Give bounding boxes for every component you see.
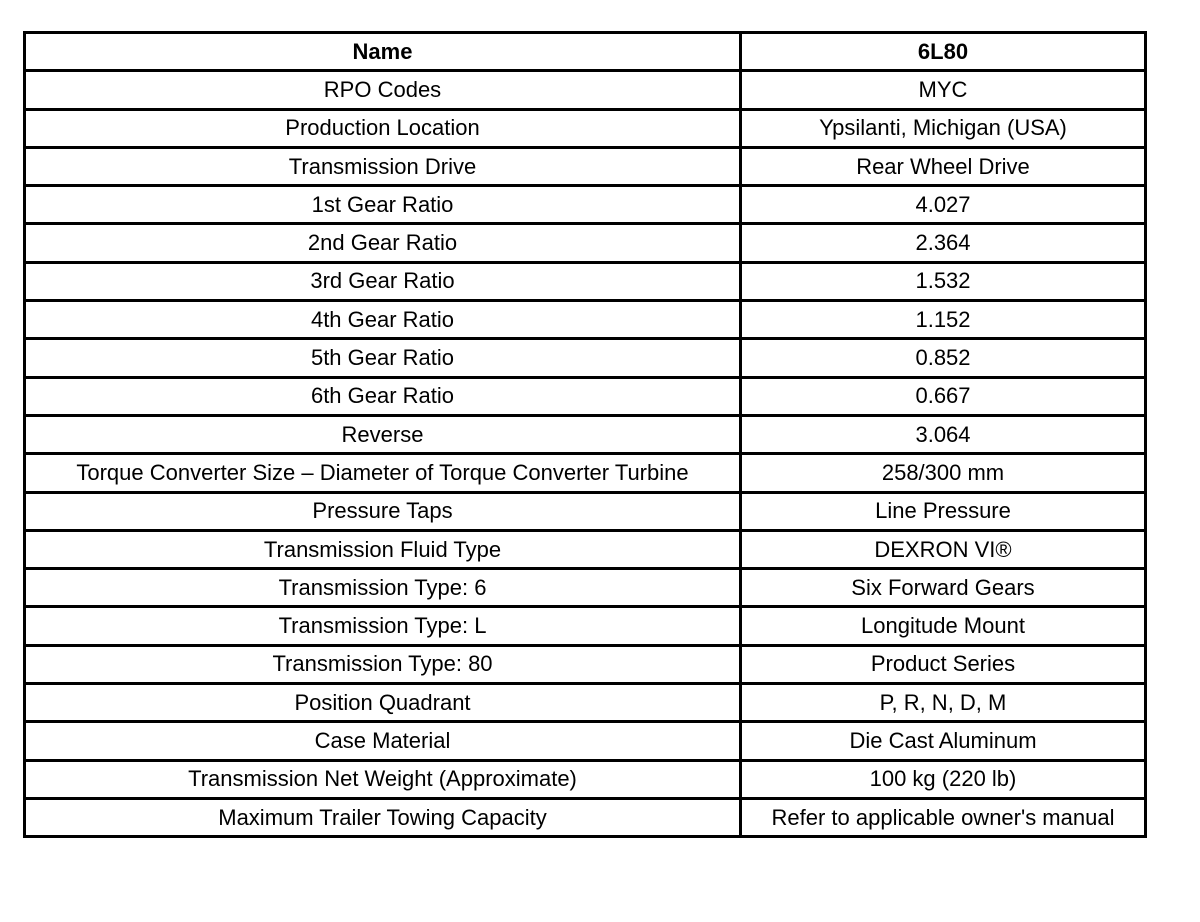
row-label-cell: Position Quadrant bbox=[25, 684, 741, 722]
row-value-cell: Refer to applicable owner's manual bbox=[741, 798, 1146, 836]
row-label-cell: 5th Gear Ratio bbox=[25, 339, 741, 377]
row-value-cell: Rear Wheel Drive bbox=[741, 147, 1146, 185]
row-label-cell: 6th Gear Ratio bbox=[25, 377, 741, 415]
table-row bbox=[25, 186, 1146, 224]
table-row bbox=[25, 224, 1146, 262]
table-row bbox=[25, 722, 1146, 760]
table-row bbox=[25, 377, 1146, 415]
row-label-cell: 2nd Gear Ratio bbox=[25, 224, 741, 262]
row-label-cell: Transmission Type: 6 bbox=[25, 569, 741, 607]
row-value-cell: MYC bbox=[741, 71, 1146, 109]
specification-table bbox=[23, 31, 1147, 838]
row-label-cell: Transmission Net Weight (Approximate) bbox=[25, 760, 741, 798]
row-label-cell: 1st Gear Ratio bbox=[25, 186, 741, 224]
table-row bbox=[25, 301, 1146, 339]
row-value-cell: 258/300 mm bbox=[741, 454, 1146, 492]
table-row bbox=[25, 454, 1146, 492]
row-label-cell: RPO Codes bbox=[25, 71, 741, 109]
table-row bbox=[25, 607, 1146, 645]
row-value-cell: 3.064 bbox=[741, 415, 1146, 453]
table-row bbox=[25, 109, 1146, 147]
row-value-cell: 4.027 bbox=[741, 186, 1146, 224]
table-row bbox=[25, 339, 1146, 377]
row-label-cell: Torque Converter Size – Diameter of Torque Converter Turbine bbox=[25, 454, 741, 492]
row-label-cell: Transmission Type: 80 bbox=[25, 645, 741, 683]
row-value-cell: 0.667 bbox=[741, 377, 1146, 415]
row-value-cell: 2.364 bbox=[741, 224, 1146, 262]
row-value-cell: 1.152 bbox=[741, 301, 1146, 339]
row-value-cell: Product Series bbox=[741, 645, 1146, 683]
row-value-cell: Line Pressure bbox=[741, 492, 1146, 530]
specification-table-body bbox=[25, 33, 1146, 837]
row-label-cell: 3rd Gear Ratio bbox=[25, 262, 741, 300]
table-row bbox=[25, 530, 1146, 568]
row-label-cell: Case Material bbox=[25, 722, 741, 760]
row-label-cell: Maximum Trailer Towing Capacity bbox=[25, 798, 741, 836]
row-label-cell: Production Location bbox=[25, 109, 741, 147]
table-row bbox=[25, 262, 1146, 300]
table-row bbox=[25, 684, 1146, 722]
table-row bbox=[25, 415, 1146, 453]
row-label-cell: Transmission Type: L bbox=[25, 607, 741, 645]
row-value-cell: 1.532 bbox=[741, 262, 1146, 300]
table-row bbox=[25, 798, 1146, 836]
table-header-row bbox=[25, 33, 1146, 71]
table-row bbox=[25, 71, 1146, 109]
row-label-cell: Reverse bbox=[25, 415, 741, 453]
row-value-cell: 100 kg (220 lb) bbox=[741, 760, 1146, 798]
table-row bbox=[25, 147, 1146, 185]
row-value-cell: Longitude Mount bbox=[741, 607, 1146, 645]
row-value-cell: Ypsilanti, Michigan (USA) bbox=[741, 109, 1146, 147]
table-row bbox=[25, 760, 1146, 798]
header-value-cell: 6L80 bbox=[741, 33, 1146, 71]
table-row bbox=[25, 492, 1146, 530]
row-value-cell: Six Forward Gears bbox=[741, 569, 1146, 607]
row-label-cell: Transmission Drive bbox=[25, 147, 741, 185]
table-row bbox=[25, 645, 1146, 683]
row-label-cell: Transmission Fluid Type bbox=[25, 530, 741, 568]
row-value-cell: Die Cast Aluminum bbox=[741, 722, 1146, 760]
header-label-cell: Name bbox=[25, 33, 741, 71]
row-label-cell: Pressure Taps bbox=[25, 492, 741, 530]
table-row bbox=[25, 569, 1146, 607]
row-value-cell: DEXRON VI® bbox=[741, 530, 1146, 568]
row-value-cell: 0.852 bbox=[741, 339, 1146, 377]
row-value-cell: P, R, N, D, M bbox=[741, 684, 1146, 722]
row-label-cell: 4th Gear Ratio bbox=[25, 301, 741, 339]
